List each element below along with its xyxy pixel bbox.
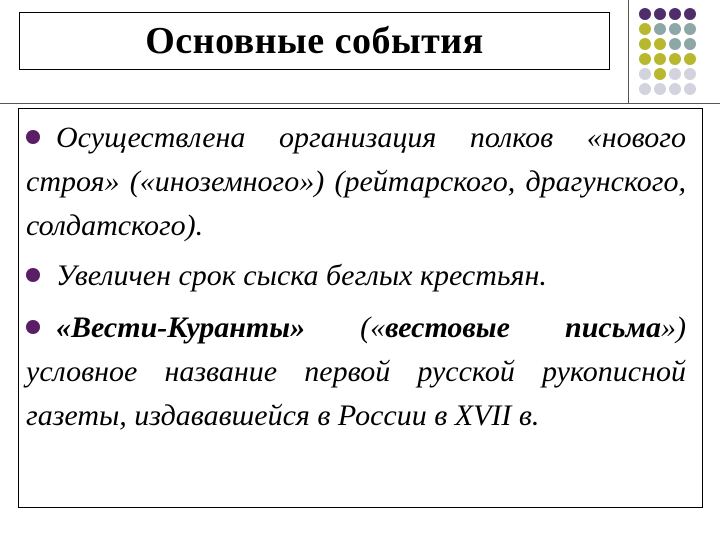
list-item-peasants	[26, 254, 686, 298]
newspaper-alt-name: вестовые письма	[385, 311, 661, 344]
decor-dot	[669, 8, 681, 20]
list-item-text: Увеличен срок сыска беглых крестьян.	[56, 259, 547, 292]
decor-dot	[654, 68, 666, 80]
decor-dot	[639, 53, 651, 65]
bullet-icon	[26, 268, 40, 282]
decor-dot	[684, 23, 696, 35]
content-text	[26, 116, 686, 438]
decor-dot	[669, 23, 681, 35]
list-item-text: ») условное название первой русской рукописной газеты, издававшейся в России в XVII в.	[26, 311, 686, 432]
decor-dot	[684, 53, 696, 65]
decor-dot	[639, 8, 651, 20]
decor-horizontal-line	[0, 103, 720, 104]
list-item-text: Осуществлена организация полков «нового строя» («иноземного») (рейтарского, драгунского, солдатского).	[26, 121, 686, 242]
decor-dot	[684, 8, 696, 20]
decor-dot	[654, 83, 666, 95]
newspaper-name: «Вести-Куранты»	[56, 311, 306, 344]
list-item-regiments	[26, 116, 686, 248]
decor-dot	[684, 38, 696, 50]
decor-dot	[654, 53, 666, 65]
decor-dot	[684, 83, 696, 95]
decor-vertical-line	[628, 0, 629, 104]
decor-dot	[669, 38, 681, 50]
title-box	[19, 12, 610, 70]
page-title: Основные события	[145, 20, 484, 62]
decor-dot	[639, 83, 651, 95]
decor-dot	[684, 68, 696, 80]
decor-dot	[654, 8, 666, 20]
decor-dot	[669, 83, 681, 95]
decor-dot-grid	[639, 8, 699, 98]
decor-dot	[654, 38, 666, 50]
bullet-icon	[26, 130, 40, 144]
bullet-icon	[26, 320, 40, 334]
decor-dot	[669, 53, 681, 65]
decor-dot	[639, 68, 651, 80]
decor-dot	[669, 68, 681, 80]
decor-dot	[639, 38, 651, 50]
list-item-text: («	[305, 311, 386, 344]
list-item-newspaper	[26, 306, 686, 438]
decor-dot	[654, 23, 666, 35]
decor-dot	[639, 23, 651, 35]
